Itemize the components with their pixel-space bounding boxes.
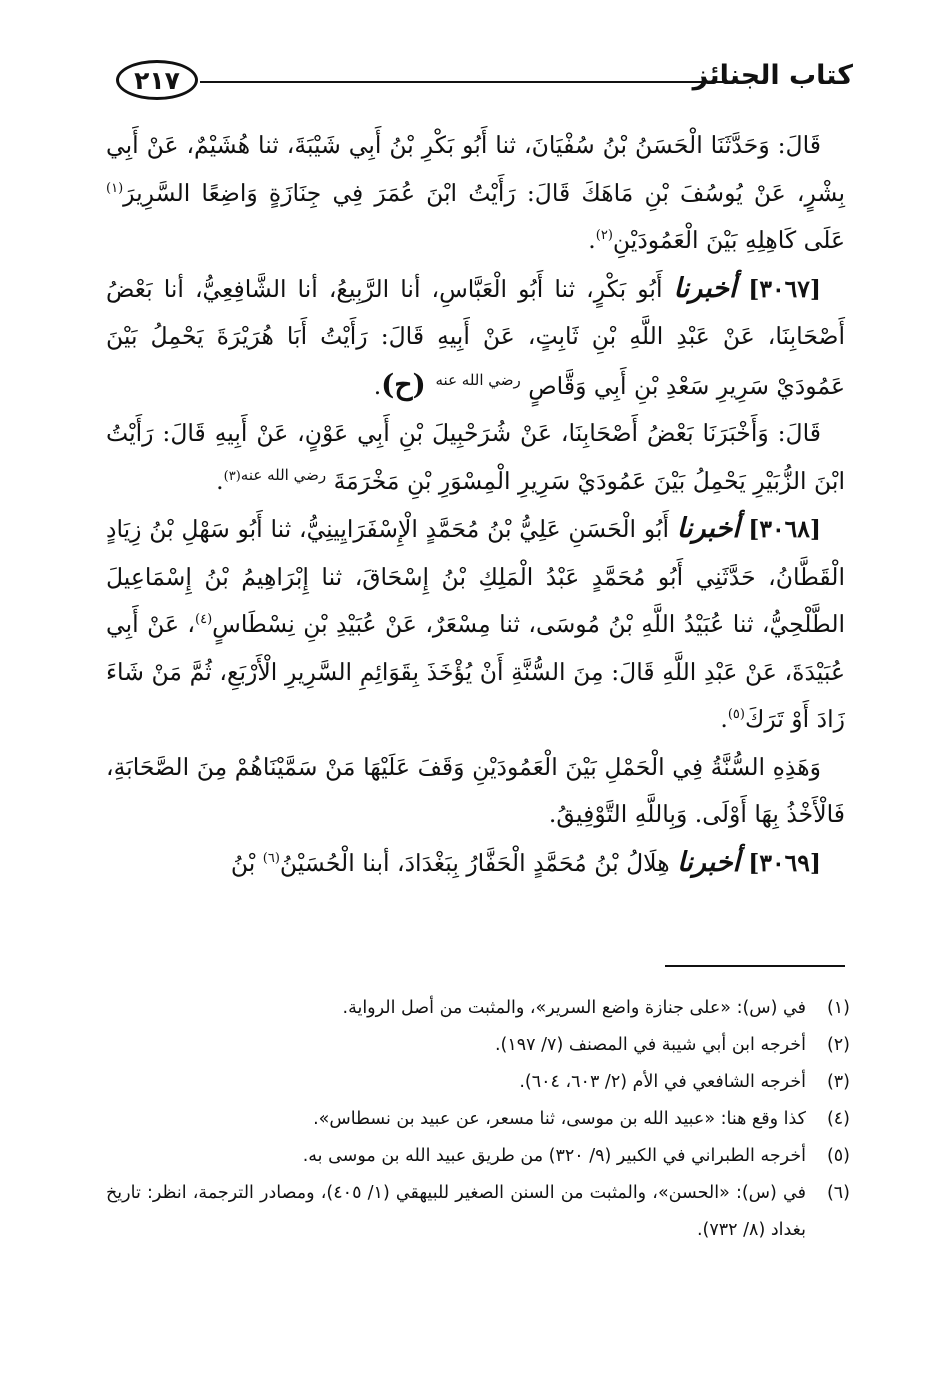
- text-run: بْنُ: [230, 848, 263, 877]
- footnote-text: أخرجه الشافعي في الأم (٢/ ٦٠٣، ٦٠٤).: [519, 1072, 806, 1092]
- footnote-separator: [665, 965, 845, 967]
- text-run: .: [373, 371, 382, 400]
- paragraph-p4: [106, 505, 845, 744]
- text-run: عَلَى كَاهِلِهِ بَيْنَ الْعَمُودَيْنِ: [612, 226, 845, 254]
- footnote-item: [106, 1064, 850, 1101]
- text-run: وَهَذِهِ السُّنَّةُ فِي الْحَمْلِ بَيْنَ الْعَمُودَيْنِ وَقَفَ عَلَيْهَا مَنْ سَمَّيْنَاهُمْ مِنَ الصَّحَابَةِ، فَالْأَخْذُ بِهَا أَوْلَى. وَبِاللَّهِ التَّوْفِيقُ.: [106, 752, 845, 828]
- text-run: هِلَالُ بْنُ مُحَمَّدٍ الْحَفَّارُ بِبَغْدَادَ، أبنا الْحُسَيْنُ: [279, 848, 678, 877]
- footnotes-list: [106, 990, 850, 1249]
- main-text: [106, 122, 845, 887]
- text-run: .: [216, 466, 224, 495]
- footnote-number: (١): [826, 998, 850, 1018]
- footnote-text: أخرجه الطبراني في الكبير (٩/ ٣٢٠) من طريق عبيد الله بن موسى به.: [302, 1146, 806, 1166]
- footnote-item: [106, 1027, 850, 1064]
- footnote-number: (٣): [826, 1072, 850, 1092]
- footnote-text: كذا وقع هنا: «عبيد الله بن موسى، ثنا مسعر، عن عبيد بن نسطاس».: [313, 1109, 806, 1129]
- footnote-ref: (٤): [195, 612, 213, 628]
- text-run: أَبُو بَكْرٍ، ثنا أَبُو الْعَبَّاسِ، أنا الرَّبِيعُ، أنا الشَّافِعِيُّ، أنا بَعْضُ أَصْحَابِنَا، عَنْ عَبْدِ اللَّهِ بْنِ ثَابِتٍ، عَنْ أَبِيهِ قَالَ: رَأَيْتُ أَبَا هُرَيْرَةَ يَحْمِلُ بَيْنَ عَمُودَيْ سَرِيرِ سَعْدِ بْنِ أَبِي وَقَّاصٍ: [106, 274, 845, 400]
- footnote-ref: (٣): [223, 468, 241, 484]
- footnote-item: [106, 990, 850, 1027]
- book-title: كتاب الجنائز: [692, 60, 853, 91]
- honorific-glyph: رضي الله عنه: [435, 370, 521, 389]
- honorific-glyph: رضي الله عنه: [240, 465, 327, 484]
- footnote-text: في (س): «على جنازة واضع السرير»، والمثبت من أصل الرواية.: [342, 998, 806, 1018]
- hadith-number: [٣٠٦٧]: [736, 274, 821, 303]
- footnote-text: في (س): «الحسن»، والمثبت من السنن الصغير للبيهقي (١/ ٤٠٥)، ومصادر الترجمة، انظر: تاريخ بغداد (٨/ ٧٣٢).: [106, 1183, 806, 1240]
- footnote-item: [106, 1175, 850, 1249]
- paragraph-p6: [106, 839, 845, 888]
- tahwil-symbol: (ح): [381, 367, 436, 401]
- page-number-oval: [116, 60, 198, 100]
- page-number: ٢١٧: [134, 65, 180, 95]
- hadith-number: [٣٠٦٨]: [739, 515, 821, 543]
- page-header: [108, 58, 853, 110]
- paragraph-p3: [106, 410, 845, 505]
- paragraph-p1: [106, 122, 845, 265]
- paragraph-p2: [106, 265, 845, 411]
- text-run: قَالَ: وَحَدَّثَنَا الْحَسَنُ بْنُ سُفْيَانَ، ثنا أَبُو بَكْرِ بْنُ أَبِي شَيْبَةَ، ثنا هُشَيْمٌ، عَنْ أَبِي بِشْرٍ، عَنْ يُوسُفَ بْنِ مَاهَكَ قَالَ: رَأَيْتُ ابْنَ عُمَرَ فِي جِنَازَةٍ وَاضِعًا السَّرِيرَ: [106, 131, 845, 207]
- text-run: .: [588, 226, 596, 254]
- akhbarana-marker: أخبرنا: [677, 846, 741, 878]
- hadith-number: [٣٠٦٩]: [740, 848, 821, 877]
- text-run: ، عَنْ أَبِي عُبَيْدَةَ، عَنْ عَبْدِ اللَّهِ قَالَ: مِنَ السُّنَّةِ أَنْ يُؤْخَذَ بِقَوَائِمِ السَّرِيرِ الْأَرْبَعِ، ثُمَّ مَنْ شَاءَ زَادَ أَوْ تَرَكَ: [106, 610, 845, 733]
- akhbarana-marker: أخبرنا: [676, 513, 740, 544]
- text-run: .: [720, 705, 728, 733]
- akhbarana-marker: أخبرنا: [673, 272, 737, 304]
- paragraph-p5: [106, 744, 845, 839]
- footnote-item: [106, 1138, 850, 1175]
- footnote-ref: (١): [106, 180, 124, 196]
- text-run: قَالَ: وَأَخْبَرَنَا بَعْضُ أَصْحَابِنَا، عَنْ شُرَحْبِيلَ بْنِ أَبِي عَوْنٍ، عَنْ أَبِيهِ قَالَ: رَأَيْتُ ابْنَ الزُّبَيْرِ يَحْمِلُ بَيْنَ عَمُودَيْ سَرِيرِ الْمِسْوَرِ بْنِ مَخْرَمَةَ: [106, 419, 845, 495]
- footnote-number: (٦): [826, 1183, 850, 1203]
- text-run: أَبُو الْحَسَنِ عَلِيُّ بْنُ مُحَمَّدٍ الْإِسْفَرَايِينِيُّ، ثنا أَبُو سَهْلِ بْنُ زِيَادٍ الْقَطَّانُ، حَدَّثَنِي أَبُو مُحَمَّدٍ عَبْدُ الْمَلِكِ بْنُ إِسْحَاقَ، ثنا إِبْرَاهِيمُ بْنُ إِسْمَاعِيلَ الطَّلْحِيُّ، ثنا عُبَيْدُ اللَّهِ بْنُ مُوسَى، ثنا مِسْعَرٌ، عَنْ عُبَيْدِ بْنِ نِسْطَاسٍ: [106, 515, 846, 638]
- footnote-number: (٤): [826, 1109, 850, 1129]
- footnote-number: (٥): [826, 1146, 850, 1166]
- footnote-number: (٢): [826, 1035, 850, 1055]
- header-rule: [200, 81, 748, 83]
- footnote-ref: (٥): [727, 707, 745, 723]
- footnote-item: [106, 1101, 850, 1138]
- footnote-text: أخرجه ابن أبي شيبة في المصنف (٧/ ١٩٧).: [494, 1035, 806, 1055]
- footnote-ref: (٢): [595, 228, 613, 244]
- footnote-ref: (٦): [262, 850, 280, 866]
